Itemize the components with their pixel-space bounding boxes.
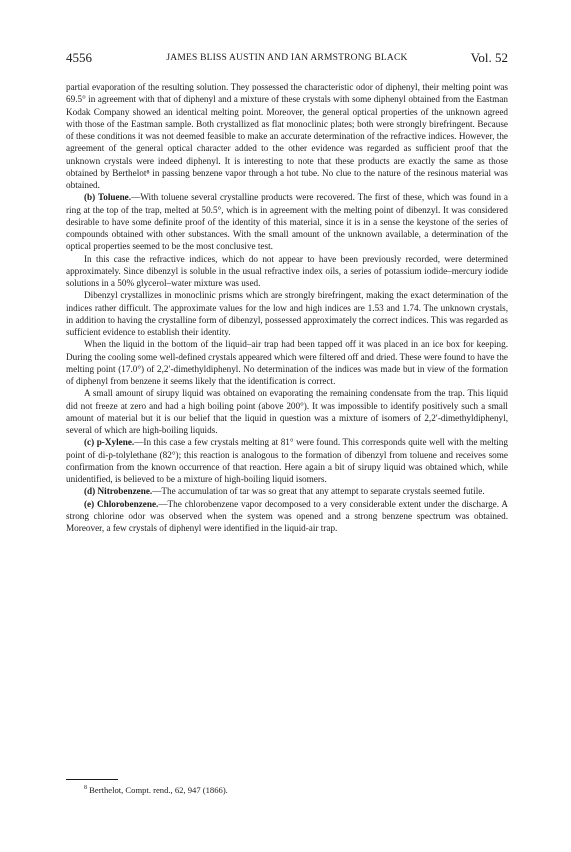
section-label-chlorobenzene: (e) Chlorobenzene. (84, 498, 159, 509)
paragraph-sirupy-liquid: A small amount of sirupy liquid was obtained on evaporating the remaining condensate from the trap. This liquid did not freeze at zero and had a high boiling point (above 200°). It was impossible to identify positively such a small amount of material but it is our belief that the liquid in question was a mixture of isomers of 2,2′-dimethyldiphenyl, several of which are high-boiling liquids. (66, 388, 508, 435)
running-header (66, 50, 508, 66)
section-label-nitrobenzene: (d) Nitrobenzene. (84, 486, 153, 497)
paragraph-diphenyl-continued: partial evaporation of the resulting solution. They possessed the characteristic odor of diphenyl, their melting point was 69.5° in agreement with that of diphenyl and a mixture of these crystals with some diphenyl obtained from the Eastman Kodak Company showed an identical melting point. Moreover, the general optical properties of the unknown agreed with those of the Eastman sample. Both crystallized as flat monoclinic plates; both were strongly birefringent. Because of these conditions it was not deemed feasible to make an accurate determination of the refractive indices. However, the agreement of the general optical character added to the other evidence was regarded as sufficient proof that the unknown crystals were indeed diphenyl. It is interesting to note that these products are exactly the same as those obtained by Berthelot⁸ in passing benzene vapor through a hot tube. No clue to the nature of the resinous material was obtained. (66, 82, 508, 190)
paragraph-p-xylene (66, 436, 508, 485)
paragraph-nitrobenzene (66, 485, 508, 497)
paragraph-toluene-text: —With toluene several crystalline products were recovered. The first of these, which was found in a ring at the top of the trap, melted at 50.5°, which is in agreement with the melting point of dibenzyl. It was considered desirable to have some definite proof of the identity of this material, since it is in a sense the keystone of the series of compounds obtained with other substances. With the small amount of the unknown available, a determination of the optical properties seemed to be the most conclusive test. (66, 192, 509, 252)
paragraph-toluene (66, 191, 508, 252)
paragraph-liquid-air-trap: When the liquid in the bottom of the liquid–air trap had been tapped off it was placed in an ice box for keeping. During the cooling some well-defined crystals appeared which were filtered off and dried. These were found to have the melting point (17.0°) of 2,2′-dimethyldiphenyl. No determination of the indices was made but in view of the formation of diphenyl from benzene it seems likely that the identification is correct. (66, 339, 508, 386)
footnote-text: Berthelot, Compt. rend., 62, 947 (1866). (89, 785, 228, 795)
volume-label: Vol. 52 (470, 50, 508, 65)
page-number: 4556 (66, 50, 92, 65)
paragraph-p-xylene-text: —In this case a few crystals melting at 81° were found. This corresponds quite well with the melting point of di-p-tolylethane (82°); this reaction is analogous to the formation of dibenzyl from toluene and receives some confirmation from the known occurrence of that reaction. Here again a bit of sirupy liquid was obtained which, while unidentified, is believed to be a mixture of high-boiling liquid isomers. (66, 437, 508, 484)
section-label-toluene: (b) Toluene. (84, 192, 132, 203)
footnote (84, 785, 508, 796)
paragraph-dibenzyl-crystals: Dibenzyl crystallizes in monoclinic prisms which are strongly birefringent, making the exact determination of the indices rather difficult. The approximate values for the low and high indices are 1.53 and 1.74. The unknown crystals, in addition to having the crystalline form of dibenzyl, possessed approximately the correct indices. This was regarded as sufficient evidence to establish their identity. (66, 290, 508, 337)
section-label-p-xylene: (c) p-Xylene. (84, 437, 135, 448)
footnote-divider (66, 779, 118, 780)
paragraph-chlorobenzene-text: —The chlorobenzene vapor decomposed to a very considerable extent under the discharge. A strong chlorine odor was observed when the system was opened and a strong benzene spectrum was obtained. Moreover, a few crystals of diphenyl were identified in the liquid-air trap. (66, 498, 508, 533)
paragraph-refractive-indices: In this case the refractive indices, which do not appear to have been previously recorded, were determined approximately. Since dibenzyl is soluble in the usual refractive index oils, a series of potassium iodide–mercury iodide solutions in a 50% glycerol–water mixture was used. (66, 253, 508, 288)
running-title: JAMES BLISS AUSTIN AND IAN ARMSTRONG BLACK (166, 53, 408, 63)
paragraph-nitrobenzene-text: —The accumulation of tar was so great that any attempt to separate crystals seemed futile. (152, 486, 485, 497)
footnote-marker: 8 (84, 785, 87, 792)
article-body (66, 81, 508, 534)
paragraph-chlorobenzene (66, 498, 508, 535)
